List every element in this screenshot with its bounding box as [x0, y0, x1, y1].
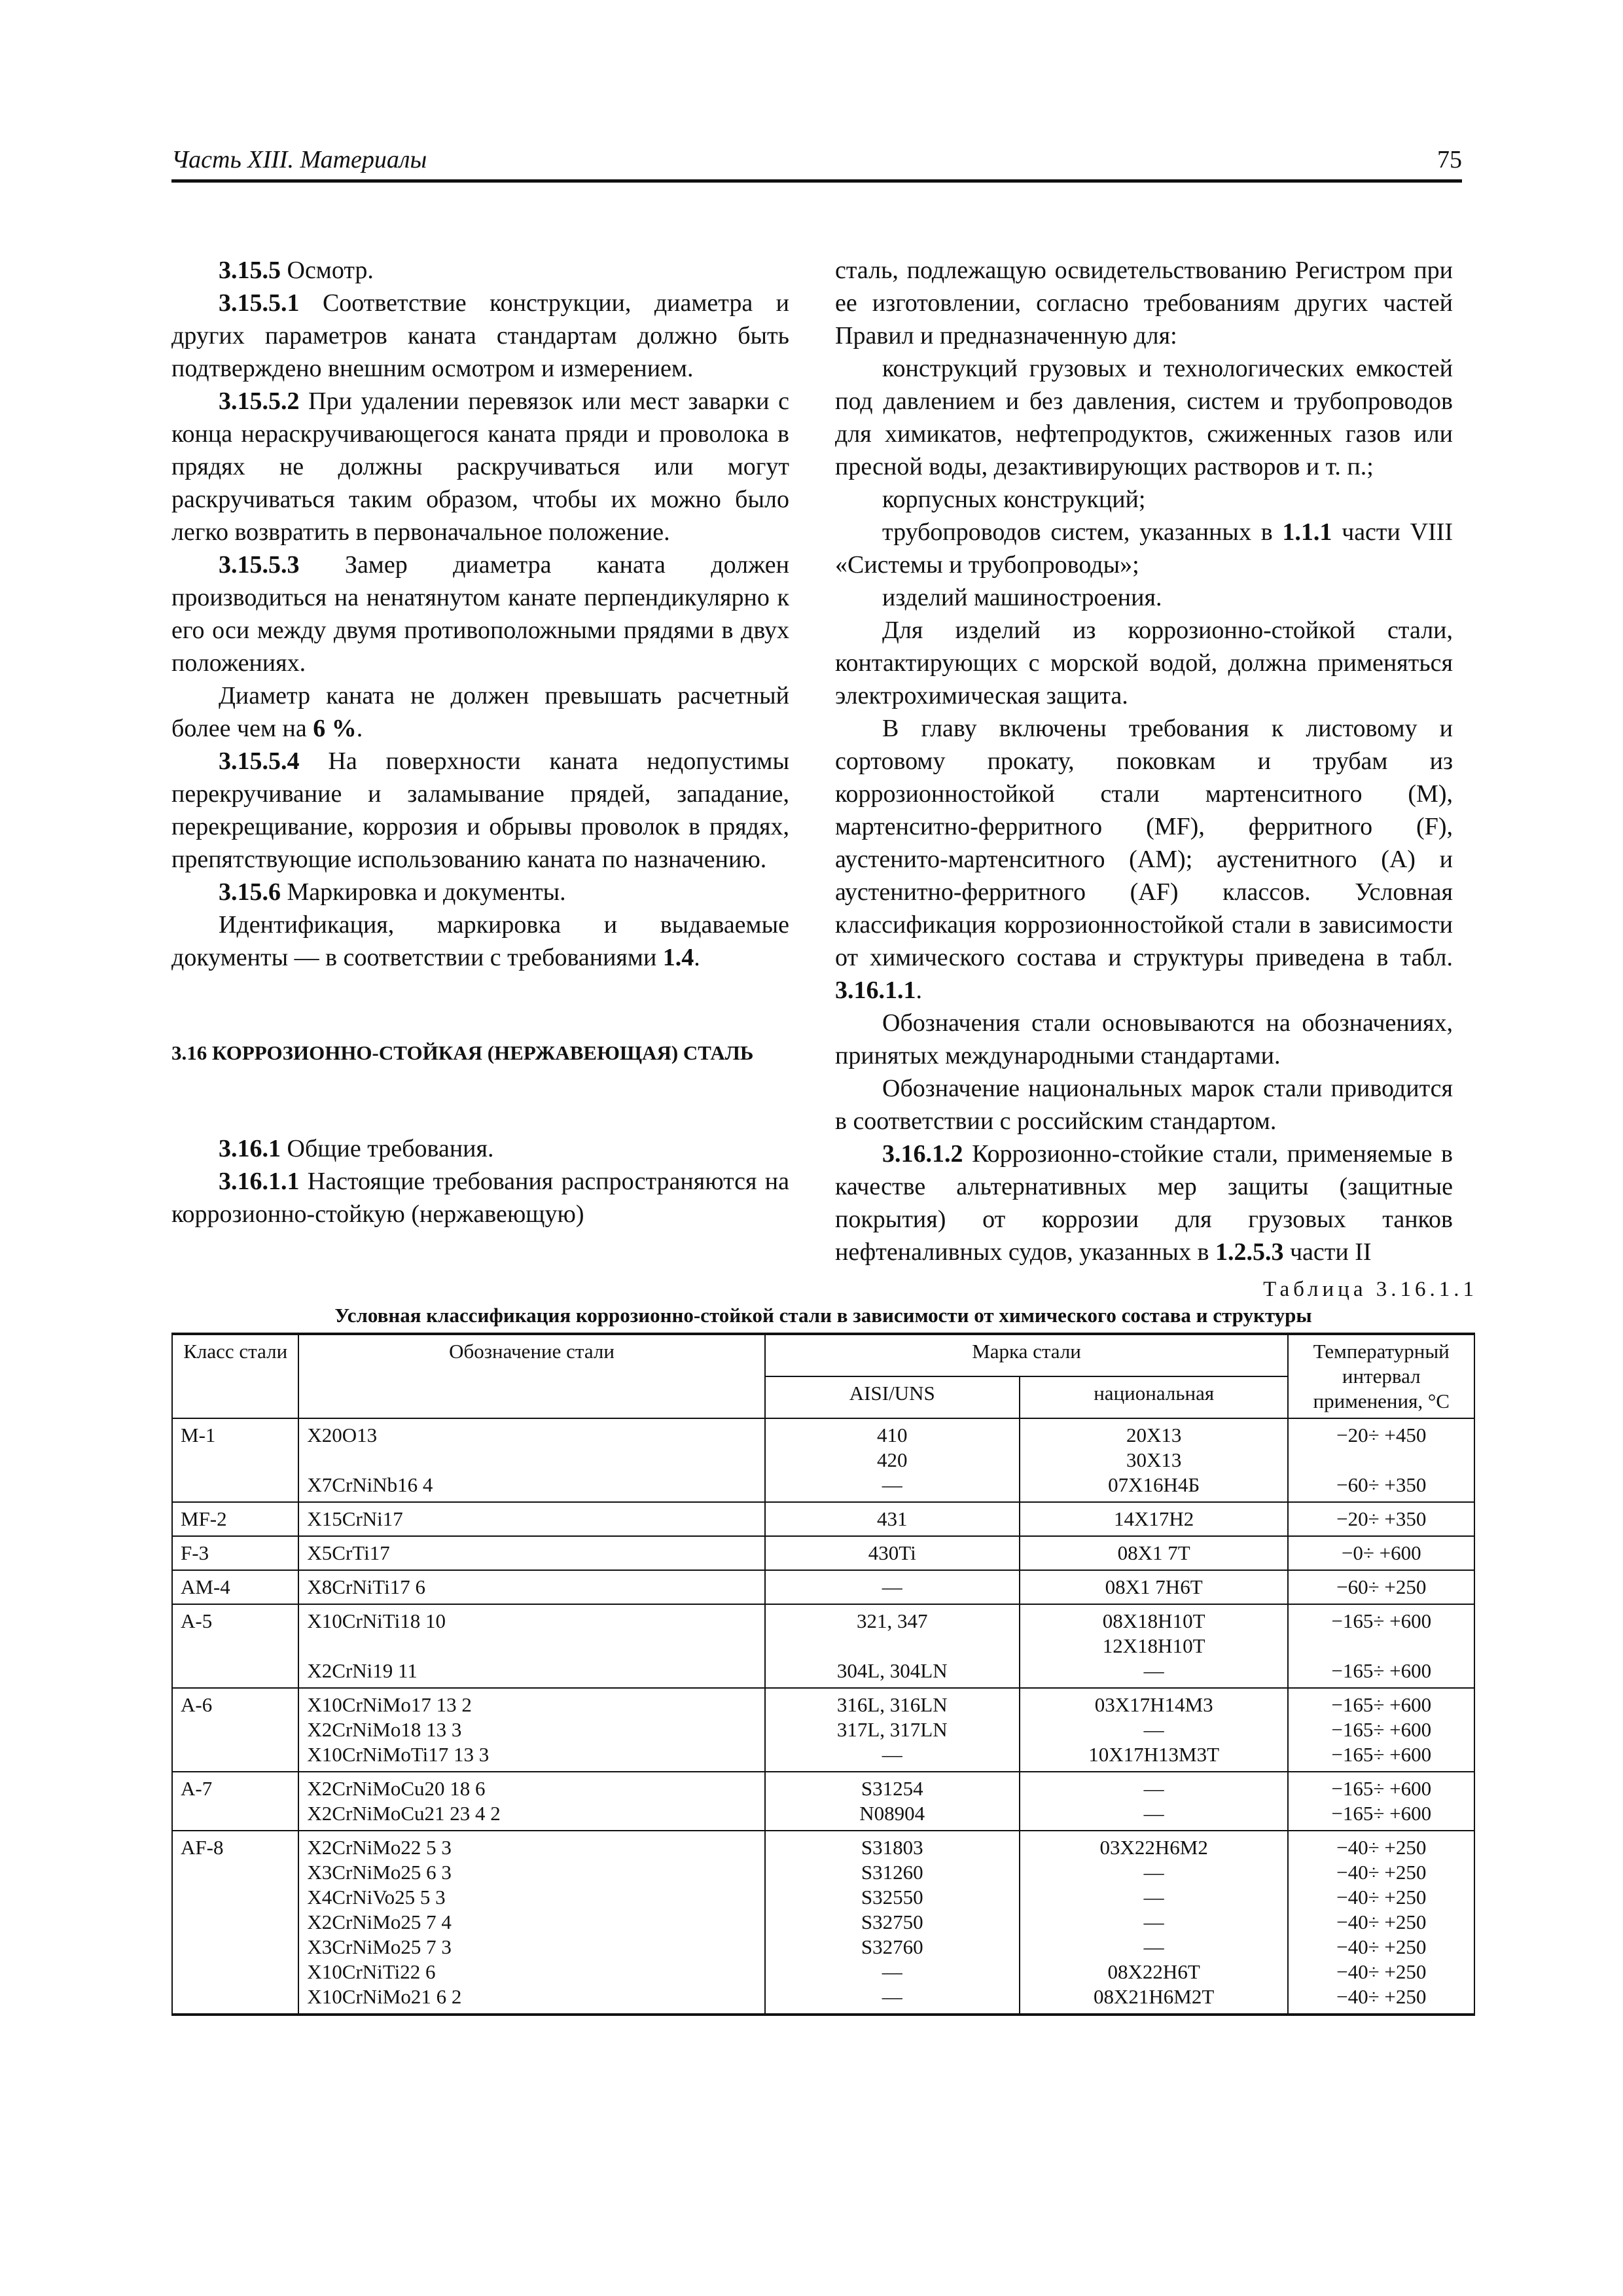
paragraph-text: Соответствие конструкции, диаметра и других параметров каната стандартам должно быть подтверждено внешним осмотром и измерением. [171, 289, 789, 382]
paragraph [835, 254, 1453, 352]
paragraph [835, 581, 1453, 614]
clause-number: 3.15.5 [219, 257, 281, 284]
paragraph [171, 287, 789, 385]
cell-line: — [1143, 1935, 1164, 1958]
cell-nat [1020, 1570, 1289, 1604]
cell-nat [1020, 1418, 1289, 1502]
cell-line: −40÷ +250 [1336, 1886, 1427, 1909]
cell-line: X8CrNiTi17 6 [307, 1575, 425, 1598]
part-title: Часть XIII. Материалы [171, 146, 427, 173]
header-class: Класс стали [172, 1334, 298, 1418]
cell-aisi [765, 1570, 1020, 1604]
table-label: Таблица 3.16.1.1 [1263, 1278, 1478, 1301]
cell-des [298, 1502, 764, 1536]
cell-temp [1288, 1570, 1474, 1604]
paragraph-text: Замер диаметра каната должен производиться на ненатянутом канате перпендикулярно к его оси между двумя противоположными прядями в двух положениях. [171, 551, 789, 677]
cell-line: X10CrNiMoTi17 13 3 [307, 1743, 490, 1766]
cell-class: MF-2 [172, 1502, 298, 1536]
cell-nat [1020, 1772, 1289, 1831]
cell-line: 20Х13 [1126, 1424, 1182, 1446]
paragraph-text: На поверхности каната недопустимы перекручивание и заламывание прядей, западание, перекрещивание, коррозия и обрывы проволок в прядях, препятствующие использованию каната по назначению. [171, 747, 789, 873]
paragraph-text: сталь, подлежащую освидетельствованию Регистром при ее изготовлении, согласно требованиям других частей Правил и предназначенную для: [835, 257, 1453, 350]
cell-line: X7CrNiNb16 4 [307, 1473, 433, 1496]
cell-line: 03Х22Н6М2 [1099, 1836, 1208, 1859]
cell-line: X10CrNiTi22 6 [307, 1960, 436, 1983]
cell-line: 410 [877, 1424, 908, 1446]
clause-number: 3.16.1.2 [882, 1140, 963, 1168]
cell-des [298, 1570, 764, 1604]
cell-line: 430Ti [868, 1541, 916, 1564]
cell-line: X15CrNi17 [307, 1507, 403, 1530]
cell-line [307, 1634, 756, 1659]
paragraph [835, 352, 1453, 483]
paragraph [835, 516, 1453, 581]
cell-class: А-6 [172, 1688, 298, 1772]
cell-line: — [1143, 1861, 1164, 1884]
cell-aisi [765, 1772, 1020, 1831]
cell-class: А-5 [172, 1604, 298, 1688]
cell-line: 304L, 304LN [836, 1659, 948, 1682]
clause-number: 3.15.5.4 [219, 747, 300, 775]
table-row [172, 1604, 1474, 1688]
cell-temp [1288, 1688, 1474, 1772]
cell-line: — [882, 1473, 902, 1496]
cell-class: А-7 [172, 1772, 298, 1831]
bold-reference: 3.16.1.1 [835, 977, 916, 1004]
cell-line: 08Х1 7Н6Т [1105, 1575, 1203, 1598]
paragraph [835, 614, 1453, 712]
cell-line: −60÷ +350 [1336, 1473, 1427, 1496]
cell-line: — [1143, 1718, 1164, 1741]
cell-line: 08Х22Н6Т [1107, 1960, 1200, 1983]
cell-line: −20÷ +450 [1336, 1424, 1427, 1446]
cell-line: S31254 [861, 1777, 923, 1800]
paragraph-text: Диаметр каната не должен превышать расчетный более чем на [171, 682, 789, 742]
cell-des [298, 1418, 764, 1502]
cell-line: X2CrNiMo25 7 4 [307, 1910, 452, 1933]
paragraph-text: корпусных конструкций; [882, 486, 1146, 513]
cell-aisi [765, 1536, 1020, 1570]
left-column [171, 254, 789, 1230]
running-head [171, 145, 1462, 183]
cell-line: S32550 [861, 1886, 923, 1909]
table-row [172, 1772, 1474, 1831]
cell-line: 317L, 317LN [836, 1718, 948, 1741]
paragraph-tail: части II [1283, 1238, 1372, 1266]
page-number: 75 [1437, 146, 1462, 173]
paragraph [171, 908, 789, 974]
cell-line: X2CrNiMo18 13 3 [307, 1718, 462, 1741]
cell-line: S32760 [861, 1935, 923, 1958]
paragraph [835, 1072, 1453, 1138]
cell-temp [1288, 1418, 1474, 1502]
cell-des [298, 1772, 764, 1831]
paragraph-text: Для изделий из коррозионно-стойкой стали, контактирующих с морской водой, должна применяться электрохимическая защита. [835, 617, 1453, 709]
cell-aisi [765, 1831, 1020, 2015]
table-row [172, 1536, 1474, 1570]
cell-nat [1020, 1502, 1289, 1536]
clause-number: 3.16.1.1 [219, 1168, 300, 1195]
table-caption: Условная классификация коррозионно-стойкой стали в зависимости от химического состава и структуры [334, 1304, 1312, 1327]
section-title: КОРРОЗИОННО-СТОЙКАЯ (НЕРЖАВЕЮЩАЯ) СТАЛЬ [212, 1041, 754, 1064]
cell-line: — [1143, 1802, 1164, 1825]
paragraph-text: При удалении перевязок или мест заварки с конца нераскручивающегося каната пряди и проволока в прядях не должны раскручиваться или могут раскручиваться таким образом, чтобы их можно было легко возвратить в первоначальное положение. [171, 387, 789, 546]
cell-des [298, 1536, 764, 1570]
right-column [835, 254, 1453, 1268]
cell-nat [1020, 1831, 1289, 2015]
cell-line: — [882, 1743, 902, 1766]
bold-reference: 1.1.1 [1282, 518, 1332, 546]
cell-nat [1020, 1536, 1289, 1570]
paragraph-text: Настоящие требования распространяются на коррозионно-стойкую (нержавеющую) [171, 1168, 789, 1228]
cell-aisi [765, 1688, 1020, 1772]
cell-line: 08Х1 7Т [1117, 1541, 1190, 1564]
cell-line [307, 1448, 756, 1473]
cell-line: — [882, 1960, 902, 1983]
cell-line: — [882, 1985, 902, 2008]
cell-temp [1288, 1502, 1474, 1536]
cell-line: −40÷ +250 [1336, 1910, 1427, 1933]
cell-line: — [1143, 1659, 1164, 1682]
cell-line: −165÷ +600 [1331, 1743, 1432, 1766]
cell-line: −165÷ +600 [1331, 1802, 1432, 1825]
paragraph-text: В главу включены требования к листовому и сортовому прокату, поковкам и трубам из коррозионностойкой стали мартенситного (М), мартенситно-ферритного (MF), ферритного (F), аустенито-мартенситного (AM); аустенитного (А) и аустенитно-ферритного (AF) классов. Условная классификация коррозионностойкой стали в зависимости от химического состава и структуры приведена в табл. [835, 715, 1453, 971]
header-aisi: AISI/UNS [765, 1376, 1020, 1418]
paragraph-text: Общие требования. [281, 1135, 494, 1162]
cell-line: −165÷ +600 [1331, 1609, 1432, 1632]
paragraph-text: трубопроводов систем, указанных в [882, 518, 1283, 546]
paragraph [171, 385, 789, 548]
cell-line: −60÷ +250 [1336, 1575, 1427, 1598]
paragraph-tail: . [356, 715, 363, 742]
cell-line: 03Х17Н14М3 [1094, 1693, 1213, 1716]
paragraph [171, 876, 789, 908]
cell-line: — [1143, 1886, 1164, 1909]
steel-classification-table [171, 1333, 1475, 2016]
cell-line: −40÷ +250 [1336, 1861, 1427, 1884]
paragraph [171, 254, 789, 287]
paragraph-tail: . [916, 977, 922, 1004]
cell-line: 316L, 316LN [836, 1693, 948, 1716]
paragraph [835, 712, 1453, 1007]
cell-line: −165÷ +600 [1331, 1659, 1432, 1682]
paragraph [835, 1007, 1453, 1072]
header-national: национальная [1020, 1376, 1289, 1418]
cell-line: S32750 [861, 1910, 923, 1933]
bold-reference: 1.2.5.3 [1215, 1238, 1284, 1266]
cell-line: X10CrNiMo17 13 2 [307, 1693, 472, 1716]
cell-class: AF-8 [172, 1831, 298, 2015]
cell-line: 431 [877, 1507, 908, 1530]
table-row [172, 1570, 1474, 1604]
table-row [172, 1502, 1474, 1536]
paragraph-tail: части VIII «Системы и трубопроводы»; [835, 518, 1453, 579]
cell-line: 30Х13 [1126, 1448, 1182, 1471]
clause-number: 3.15.5.2 [219, 387, 300, 415]
paragraph-text: изделий машиностроения. [882, 584, 1162, 611]
clause-number: 3.15.5.3 [219, 551, 300, 579]
cell-line: −40÷ +250 [1336, 1836, 1427, 1859]
cell-line: — [1143, 1777, 1164, 1800]
cell-des [298, 1604, 764, 1688]
cell-temp [1288, 1604, 1474, 1688]
section-number: 3.16 [171, 1041, 212, 1064]
cell-line [774, 1634, 1011, 1659]
cell-line: 321, 347 [857, 1609, 928, 1632]
paragraph [835, 483, 1453, 516]
cell-des [298, 1688, 764, 1772]
cell-line: −40÷ +250 [1336, 1935, 1427, 1958]
cell-line: X2CrNiMo22 5 3 [307, 1836, 452, 1859]
paragraph-text: Обозначение национальных марок стали приводится в соответствии с российским стандартом. [835, 1075, 1453, 1135]
cell-line: X2CrNiMoCu20 18 6 [307, 1777, 486, 1800]
cell-class: М-1 [172, 1418, 298, 1502]
cell-class: АМ-4 [172, 1570, 298, 1604]
bold-reference: 1.4 [662, 944, 694, 971]
cell-line: S31260 [861, 1861, 923, 1884]
cell-line: X2CrNi19 11 [307, 1659, 418, 1682]
cell-line: −165÷ +600 [1331, 1718, 1432, 1741]
cell-temp [1288, 1536, 1474, 1570]
cell-aisi [765, 1418, 1020, 1502]
cell-line: X3CrNiMo25 7 3 [307, 1935, 452, 1958]
bold-reference: 6 % [313, 715, 357, 742]
header-temperature: Температурный интервал применения, °С [1288, 1334, 1474, 1418]
cell-line: X2CrNiMoCu21 23 4 2 [307, 1802, 501, 1825]
cell-aisi [765, 1604, 1020, 1688]
cell-class: F-3 [172, 1536, 298, 1570]
cell-line: 12Х18Н10Т [1102, 1634, 1205, 1657]
table-row [172, 1688, 1474, 1772]
cell-line: X10CrNiTi18 10 [307, 1609, 446, 1632]
paragraph-text: Коррозионно-стойкие стали, применяемые в качестве альтернативных мер защиты (защитные покрытия) от коррозии для грузовых танков нефтеналивных судов, указанных в [835, 1140, 1453, 1266]
cell-temp [1288, 1831, 1474, 2015]
paragraph-text: Идентификация, маркировка и выдаваемые документы — в соответствии с требованиями [171, 911, 789, 971]
paragraph-tail: . [694, 944, 700, 971]
section-heading [171, 1037, 789, 1069]
cell-line: X5CrTi17 [307, 1541, 390, 1564]
header-grade: Марка стали [765, 1334, 1289, 1376]
cell-line: −40÷ +250 [1336, 1985, 1427, 2008]
cell-line: S31803 [861, 1836, 923, 1859]
clause-number: 3.15.6 [219, 878, 281, 906]
cell-line: 08Х21Н6М2Т [1094, 1985, 1215, 2008]
cell-line: 07Х16Н4Б [1108, 1473, 1200, 1496]
cell-line: −0÷ +600 [1341, 1541, 1421, 1564]
cell-line [1296, 1448, 1466, 1473]
paragraph [171, 548, 789, 679]
cell-line: −165÷ +600 [1331, 1777, 1432, 1800]
cell-line: −165÷ +600 [1331, 1693, 1432, 1716]
cell-line: X10CrNiMo21 6 2 [307, 1985, 462, 2008]
header-designation: Обозначение стали [298, 1334, 764, 1418]
cell-line: — [882, 1575, 902, 1598]
clause-number: 3.16.1 [219, 1135, 281, 1162]
cell-line: — [1143, 1910, 1164, 1933]
paragraph-text: Обозначения стали основываются на обозначениях, принятых международными стандартами. [835, 1009, 1453, 1069]
cell-line: 08Х18Н10Т [1102, 1609, 1205, 1632]
table-row [172, 1418, 1474, 1502]
paragraph [171, 745, 789, 876]
cell-nat [1020, 1604, 1289, 1688]
cell-line [1296, 1634, 1466, 1659]
cell-line: 14Х17Н2 [1114, 1507, 1194, 1530]
cell-temp [1288, 1772, 1474, 1831]
table-body [172, 1418, 1474, 2015]
paragraph-text: конструкций грузовых и технологических емкостей под давлением и без давления, систем и трубопроводов для химикатов, нефтепродуктов, сжиженных газов или пресной воды, дезактивирующих растворов и т. п.; [835, 355, 1453, 480]
cell-line: X3CrNiMo25 6 3 [307, 1861, 452, 1884]
cell-line: N08904 [859, 1802, 925, 1825]
clause-number: 3.15.5.1 [219, 289, 300, 317]
table-row [172, 1831, 1474, 2015]
cell-line: X4CrNiVo25 5 3 [307, 1886, 446, 1909]
paragraph-text: Осмотр. [281, 257, 374, 284]
cell-line: X20O13 [307, 1424, 378, 1446]
paragraph [171, 1132, 789, 1165]
cell-des [298, 1831, 764, 2015]
paragraph [171, 1165, 789, 1230]
cell-line: 10Х17Н13М3Т [1088, 1743, 1220, 1766]
cell-line: 420 [877, 1448, 908, 1471]
cell-line: −20÷ +350 [1336, 1507, 1427, 1530]
paragraph [171, 679, 789, 745]
cell-aisi [765, 1502, 1020, 1536]
cell-line: −40÷ +250 [1336, 1960, 1427, 1983]
paragraph-text: Маркировка и документы. [281, 878, 566, 906]
cell-nat [1020, 1688, 1289, 1772]
paragraph [835, 1138, 1453, 1268]
